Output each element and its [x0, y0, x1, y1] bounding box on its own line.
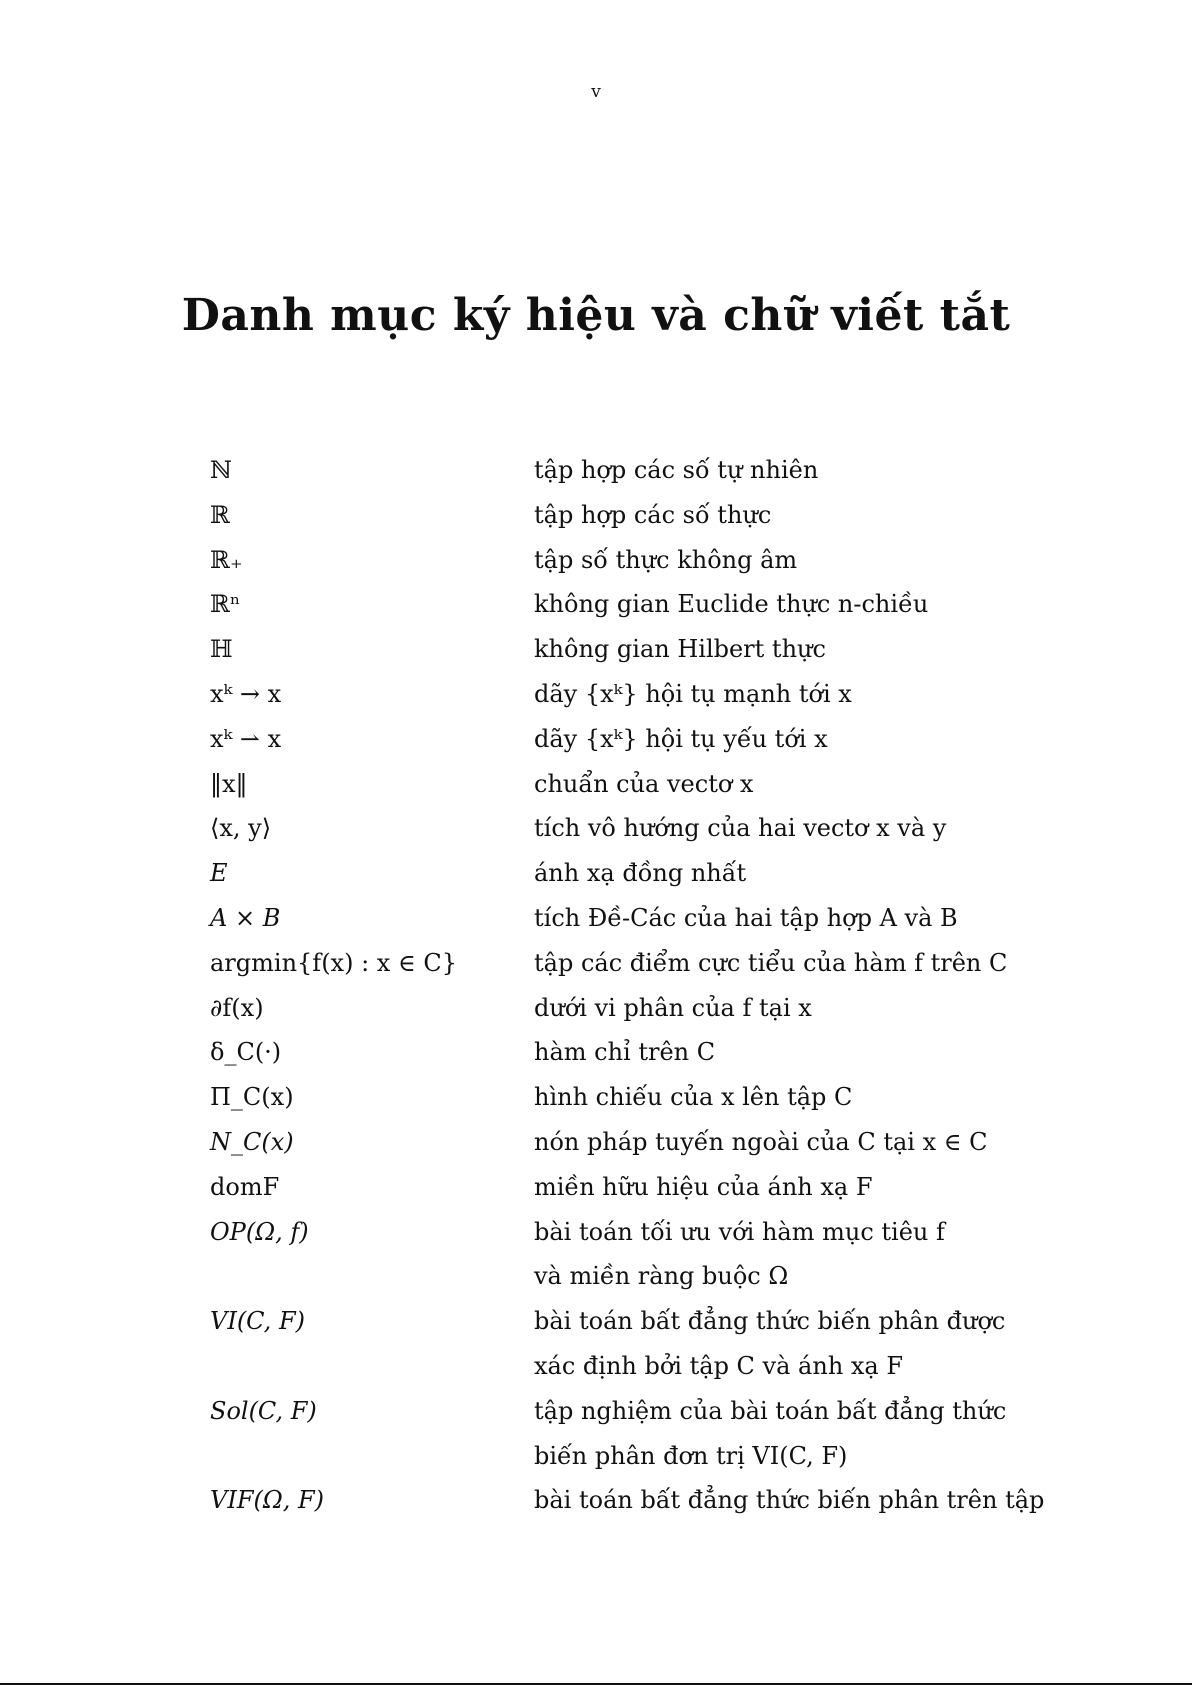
- notation-description: dưới vi phân của f tại x: [534, 993, 812, 1022]
- notation-row: [0, 1030, 1192, 1075]
- notation-description: bài toán tối ưu với hàm mục tiêu f: [534, 1217, 945, 1246]
- notation-row: [0, 672, 1192, 717]
- notation-row: [0, 1165, 1192, 1210]
- notation-symbol: N_C(x): [210, 1128, 294, 1156]
- notation-symbol: ℝ₊: [210, 545, 243, 574]
- notation-symbol: ℝⁿ: [210, 590, 241, 619]
- notation-symbol: VI(C, F): [210, 1307, 305, 1336]
- notation-symbol: ∂f(x): [210, 993, 264, 1022]
- notation-symbol: domF: [210, 1172, 280, 1201]
- notation-description: bài toán bất đẳng thức biến phân được: [534, 1307, 1006, 1336]
- notation-row: [0, 493, 1192, 538]
- notation-row: [0, 1434, 1192, 1479]
- notation-symbol: ‖x‖: [210, 769, 248, 798]
- page-number: v: [591, 82, 601, 102]
- notation-row: [0, 627, 1192, 672]
- notation-symbol: VIF(Ω, F): [210, 1486, 324, 1515]
- notation-description: tập hợp các số thực: [534, 500, 772, 529]
- notation-description: tích vô hướng của hai vectơ x và y: [534, 814, 947, 843]
- notation-description: tập hợp các số tự nhiên: [534, 456, 819, 484]
- notation-row: [0, 448, 1192, 493]
- notation-symbol: δ_C(·): [210, 1038, 282, 1067]
- notation-description: tập số thực không âm: [534, 545, 798, 574]
- notation-row: [0, 806, 1192, 851]
- notation-row: [0, 896, 1192, 941]
- notation-row: [0, 1120, 1192, 1165]
- notation-description: tập nghiệm của bài toán bất đẳng thức: [534, 1396, 1007, 1425]
- notation-description: biến phân đơn trị VI(C, F): [534, 1441, 848, 1470]
- notation-row: [0, 1389, 1192, 1434]
- notation-symbol: E: [210, 859, 228, 888]
- notation-row: [0, 1478, 1192, 1523]
- notation-row: [0, 538, 1192, 583]
- notation-description: miền hữu hiệu của ánh xạ F: [534, 1172, 873, 1201]
- notation-description: dãy {xᵏ} hội tụ mạnh tới x: [534, 680, 852, 708]
- notation-symbol: xᵏ ⇀ x: [210, 724, 282, 753]
- notation-description: dãy {xᵏ} hội tụ yếu tới x: [534, 724, 828, 753]
- notation-symbol: argmin{f(x) : x ∈ C}: [210, 948, 457, 977]
- notation-row: [0, 1299, 1192, 1344]
- notation-description: và miền ràng buộc Ω: [534, 1262, 789, 1291]
- notation-row: [0, 986, 1192, 1031]
- notation-symbol: Π_C(x): [210, 1083, 294, 1112]
- notation-row: [0, 717, 1192, 762]
- page-title: Danh mục ký hiệu và chữ viết tắt: [181, 290, 1011, 341]
- notation-symbol: ⟨x, y⟩: [210, 814, 272, 843]
- notation-row: [0, 1210, 1192, 1255]
- notation-row: [0, 941, 1192, 986]
- notation-row: [0, 851, 1192, 896]
- notation-description: không gian Euclide thực n-chiều: [534, 590, 929, 619]
- notation-row: [0, 582, 1192, 627]
- notation-symbol: xᵏ → x: [210, 680, 282, 708]
- notation-description: hình chiếu của x lên tập C: [534, 1083, 853, 1112]
- notation-symbol: ℕ: [210, 456, 232, 484]
- notation-description: hàm chỉ trên C: [534, 1038, 716, 1067]
- notation-symbol: OP(Ω, f): [210, 1217, 309, 1246]
- notation-symbol: ℍ: [210, 635, 233, 664]
- notation-description: ánh xạ đồng nhất: [534, 859, 747, 888]
- notation-description: nón pháp tuyến ngoài của C tại x ∈ C: [534, 1128, 988, 1156]
- notation-row: [0, 1344, 1192, 1389]
- notation-row: [0, 1075, 1192, 1120]
- notation-description: không gian Hilbert thực: [534, 635, 826, 664]
- notation-description: xác định bởi tập C và ánh xạ F: [534, 1352, 904, 1380]
- notation-row: [0, 762, 1192, 807]
- notation-description: chuẩn của vectơ x: [534, 769, 754, 798]
- notation-symbol: Sol(C, F): [210, 1396, 317, 1425]
- notation-symbol: A × B: [210, 904, 281, 932]
- notation-row: [0, 1254, 1192, 1299]
- notation-symbol: ℝ: [210, 500, 230, 529]
- notation-description: tập các điểm cực tiểu của hàm f trên C: [534, 948, 1008, 977]
- notation-description: tích Đề-Các của hai tập hợp A và B: [534, 904, 958, 932]
- notation-description: bài toán bất đẳng thức biến phân trên tập: [534, 1486, 1045, 1515]
